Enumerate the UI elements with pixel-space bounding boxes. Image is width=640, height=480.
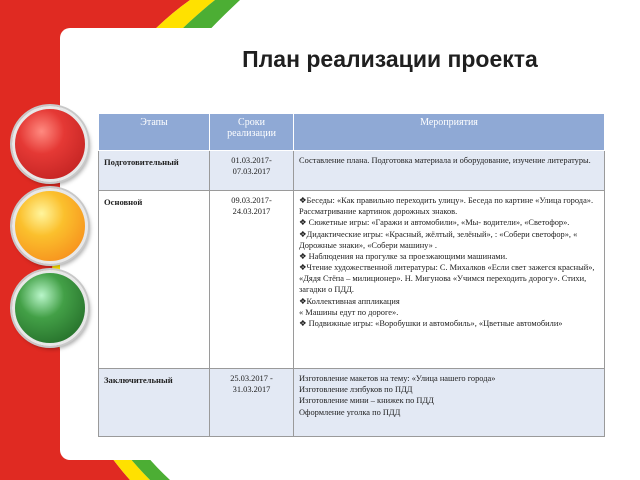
activity-item: Изготовление лэпбуков по ПДД — [299, 385, 413, 395]
header-dates: Сроки реализации — [210, 114, 294, 151]
stage-cell: Подготовительный — [99, 151, 210, 191]
activities-cell — [294, 369, 605, 437]
dates-cell: 25.03.2017 - 31.03.2017 — [210, 369, 294, 437]
light-red-icon — [12, 106, 88, 182]
light-green-icon — [12, 270, 88, 346]
activity-item: ❖Беседы: «Как правильно переходить улицу». Беседа по картине «Улица города». Рассматривание картинок дорожных знаков. — [299, 196, 594, 217]
stage-cell: Заключительный — [99, 369, 210, 437]
activity-item: ❖Дидактические игры: «Красный, жёлтый, зелёный», : «Собери светофор», « Дорожные знаки», «Собери машину» . — [299, 229, 578, 250]
table-row — [99, 151, 605, 191]
activity-item: Оформление уголка по ПДД — [299, 407, 401, 417]
activity-item: Составление плана. Подготовка материала и оборудование, изучение литературы. — [299, 156, 591, 165]
activity-item: ❖Коллективная аппликация — [299, 296, 400, 306]
activity-item: ❖ Подвижные игры: «Воробушки и автомобиль», «Цветные автомобили» — [299, 318, 563, 328]
dates-cell: 09.03.2017-24.03.2017 — [210, 191, 294, 369]
activity-item: Изготовление мини – книжек по ПДД — [299, 396, 434, 406]
header-activities: Мероприятия — [294, 114, 605, 151]
light-yellow-icon — [12, 188, 88, 264]
activity-item: Изготовление макетов на тему: «Улица нашего города» — [299, 374, 496, 383]
table-header-row — [99, 114, 605, 151]
table-row — [99, 191, 605, 369]
activity-item: ❖ Сюжетные игры: «Гаражи и автомобили», «Мы- водители», «Светофор». — [299, 218, 570, 228]
activity-item: ❖Чтение художественной литературы: С. Михалков «Если свет зажегся красный», «Дядя Стёпа – милиционер». Н. Мигунова «Учимся переходить дорогу». Стихи, загадки о ПДД. — [299, 263, 595, 295]
activity-item: « Машины едут по дороге». — [299, 307, 399, 317]
dates-cell: 01.03.2017-07.03.2017 — [210, 151, 294, 191]
table-row — [99, 369, 605, 437]
header-stages: Этапы — [99, 114, 210, 151]
project-plan-table — [98, 113, 605, 437]
stage-cell: Основной — [99, 191, 210, 369]
activity-item: ❖ Наблюдения на прогулке за проезжающими машинами. — [299, 251, 508, 261]
page-title: План реализации проекта — [242, 46, 538, 72]
activities-cell — [294, 191, 605, 369]
activities-cell — [294, 151, 605, 191]
